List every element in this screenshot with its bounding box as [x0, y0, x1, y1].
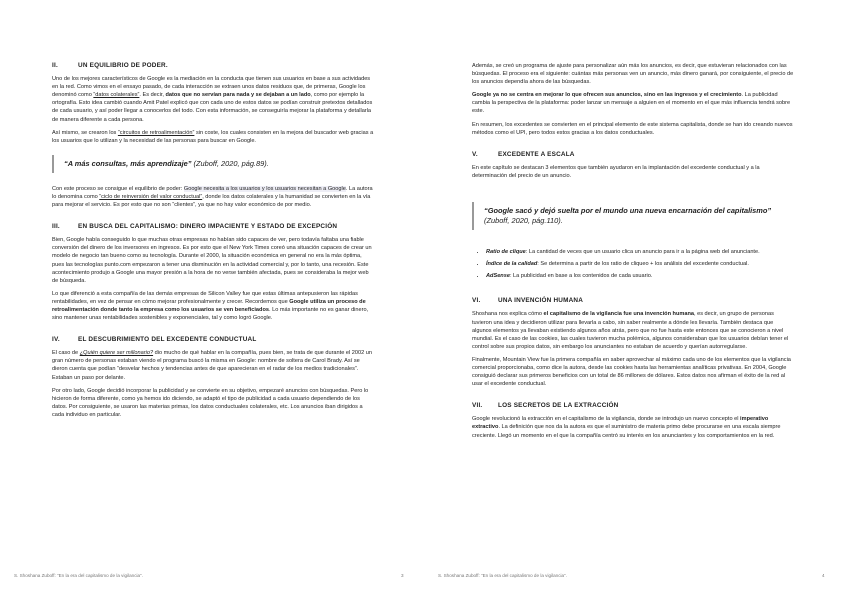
- section-heading-6: VI. UNA INVENCIÓN HUMANA: [472, 297, 584, 305]
- page-number: 4: [822, 573, 825, 578]
- paragraph: En este capítulo se destacan 3 elementos que también ayudaron en la implantación del excedente conductual y a la determinación del precio de un anuncio.: [472, 164, 760, 179]
- section-heading-7: VII. LOS SECRETOS DE LA EXTRACCIÓN: [472, 402, 619, 410]
- paragraph: En resumen, los excedentes se convierten en el principal elemento de este sistema capitalista, donde se han ido creando nuevos métodos como el UPI, pero todos estos gracias a los datos conductuales.: [472, 121, 793, 136]
- paragraph: Shoshana nos explica cómo el capitalismo de la vigilancia fue una invención humana, es decir, un grupo de personas tuvieron una idea y decidieron utilizar para llevarla a cabo, sin saber realmente a dónde les llevaría. También destaca que algunos elementos ya llevaban existiendo algunos años atrás, pero que no fue hasta este entonces que se conocieron a nivel mundial. Es el caso de las cookies, las cuales tuvieron mucha polémica, algunos consideraban que los usuarios debían tener el control sobre sus propios datos, sin embargo los anunciantes no estaban de acuerdo y querían autorregularse.: [472, 311, 789, 350]
- paragraph: El caso de ¿Quién quiere ser millonario? dio mucho de qué hablar en la compañía, pues bien, se trata de que durante el 2002 un gran número de personas estaban viendo el programa buscó la misma en Google: nombre de soltera de Carol Brady. Así se dieron cuenta que podían “desvelar hechos y tendencias antes de que aparecieran en el radar de los medios tradicionales”. Estaban un paso por delante.: [52, 350, 372, 381]
- paragraph: Por otro lado, Google decidió incorporar la publicidad y se convierte en su objetivo, empezaré anuncios con búsquedas. Pero lo hicieron de forma diferente, como ya hemos ido diciendo, se adaptó el tipo de publicidad a cada usuario dependiendo de los datos. Por consiguiente, se usaron las materias primas, los datos conductuales colaterales, etc. Los anuncios iban dirigidos a cada individuo en particular.: [52, 387, 369, 418]
- footer-citation: S. Shoshana Zuboff: “En la era del capitalismo de la vigilancia”.: [14, 573, 143, 578]
- section-heading-4: IV. EL DESCUBRIMIENTO DEL EXCEDENTE CONDUCTUAL: [52, 336, 257, 344]
- footer-citation: S. Shoshana Zuboff: “En la era del capitalismo de la vigilancia”.: [438, 573, 567, 578]
- section-heading-2: II. UN EQUILIBRIO DE PODER.: [52, 62, 168, 69]
- inline-link[interactable]: “ciclo de reinversión del valor conductual”: [99, 193, 203, 200]
- paragraph: Lo que diferenció a esta compañía de las demás empresas de Silicon Valley fue que estas últimas antepusieron las rápidas rentabilidades, en vez de pensar en cómo mejorar profesionalmente y crecer. Recordemos que Google utiliza un proceso de retroalimentación donde tanto la empresa como los usuarios se ven beneficiados. Lo más importante no es ganar dinero, sino mantener unas rentabilidades sostenibles y exponenciales, tal y como logró Google.: [52, 290, 369, 322]
- paragraph: Así mismo, se crearon los “circuitos de retroalimentación” sin coste, los cuales consisten en la mejora del buscador web gracias a los usuarios que lo utilizan y la necesidad de las personas para buscar en Google.: [52, 129, 374, 144]
- list-item: • Ratio de clique: La cantidad de veces que un usuario clica un anuncio para ir a la página web del anunciante.: [486, 248, 794, 256]
- section-title: EL DESCUBRIMIENTO DEL EXCEDENTE CONDUCTUAL: [78, 336, 257, 344]
- paragraph: Uno de los mejores característicos de Google es la mediación en la conducta que tienen sus usuarios en base a sus actividades en la red. Como vimos en el ensayo pasado, de cada interacción se extraen unos datos residuos que, de primeras, Google los denominó como “datos colaterales”. Es decir, datos que no servían para nada y se dejaban a un lado, como por ejemplo la ortografía. Esto idea cambió cuando Amit Patel explicó que con cada uno de estos datos se podían construir pretextos detallados de cada usuario, y así poder llegar a conocerlos del todo. Con esta información, se conseguiría mejorar la plataforma y detallarla de manera diferente a cada persona.: [52, 76, 373, 123]
- page-right: [424, 0, 848, 600]
- section-title: EXCEDENTE A ESCALA: [498, 150, 575, 158]
- paragraph: Google revolucionó la extracción en el capitalismo de la vigilancia, donde se introdujo un nuevo concepto el imperativo extractivo. La definición que nos da la autora es que el suministro de materia primo debe procurarse en una escala siempre creciente. Llegó un momento en el que la compañía centró su interés en los anunciantes y los comportamientos en la red.: [472, 416, 781, 439]
- paragraph: Bien, Google había conseguido lo que muchas otras empresas no habían sido capaces de ver, pero todavía faltaba una fiable conversión del dinero de los inversores en ingresos. Es por esto que el New York Times coreó una situación capaces de crear un modelo de negocio tan bueno como su tecnología. Durante el 2000, la situación económica en general no era la más óptima, pues las tecnologías punto.com empezaron a tener una disminución en la actividad comercial y, por lo tanto, una recesión. Este acontecimiento produjo a Google una mayor presión a la hora de no verse también afectada, pues se consideraba la mejor web de búsqueda.: [52, 237, 372, 284]
- paragraph: Con este proceso se consigue el equilibrio de poder: Google necesita a los usuarios y los usuarios necesitan a Google. La autora lo denomina como “ciclo de reinversión del valor conductual”, donde los datos colaterales y la humanidad se convierten en la vía para mejorar el servicio. Es por esto que no son “clientes”, ya que no hay valor económico de por medio.: [52, 185, 373, 209]
- blockquote: “Google sacó y dejó suelta por el mundo una nueva encarnación del capitalismo” (Zuboff, 2020, pág.110).: [472, 202, 794, 230]
- section-title: LOS SECRETOS DE LA EXTRACCIÓN: [498, 402, 619, 410]
- section-title: UN EQUILIBRIO DE PODER.: [78, 62, 168, 69]
- left-column: [52, 62, 374, 424]
- bullet-list: [472, 248, 794, 280]
- section-heading-3: III. EN BUSCA DEL CAPITALISMO: DINERO IMPACIENTE Y ESTADO DE EXCEPCIÓN: [52, 223, 338, 231]
- paragraph: Google ya no se centra en mejorar lo que ofrecen sus anuncios, sino en las ingresos y el crecimiento. La publicidad cambia la perspectiva de la plataforma: poder lanzar un mensaje a alguien en el momento en el que más influencia tendrá sobre este.: [472, 92, 791, 115]
- inline-link[interactable]: “datos colaterales”: [93, 92, 140, 99]
- list-item: • AdSense: La publicidad en base a los contenidos de cada usuario.: [486, 272, 794, 280]
- blockquote: “A más consultas, más aprendizaje” (Zuboff, 2020, pág.89).: [52, 155, 374, 173]
- paragraph: Finalmente, Mountain View fue la primera compañía en saber aprovechar al máximo cada uno de los elementos que la vigilancia comercial proporcionaba, como dice la autora, desde las cookies hasta las herramientas analíticas privativas. En 2004, Google consiguió declarar sus primeros beneficios con un total de 86 millones de dólares. Estos datos nos afirman el éxito de la red al usar el excedente conductual.: [472, 356, 791, 388]
- paragraph: Además, se creó un programa de ajuste para personalizar aún más los anuncios, es decir, que estuvieran relacionados con las búsquedas. El proceso era el siguiente: cuántas más personas ven un anuncio, más dinero ganará, por consiguiente, el precio de los anuncios dependía ahora de las búsquedas.: [472, 63, 794, 86]
- inline-link[interactable]: “circuitos de retroalimentación”: [117, 129, 195, 136]
- section-title: UNA INVENCIÓN HUMANA: [498, 297, 584, 305]
- page-number: 3: [401, 573, 404, 578]
- section-title: EN BUSCA DEL CAPITALISMO: DINERO IMPACIENTE Y ESTADO DE EXCEPCIÓN: [78, 223, 338, 231]
- right-column: [472, 62, 794, 445]
- list-item: • Índice de la calidad: Se determina a partir de los ratio de cliqueo + los análisis del excedente conductual.: [486, 260, 794, 268]
- section-heading-5: V. EXCEDENTE A ESCALA: [472, 150, 575, 158]
